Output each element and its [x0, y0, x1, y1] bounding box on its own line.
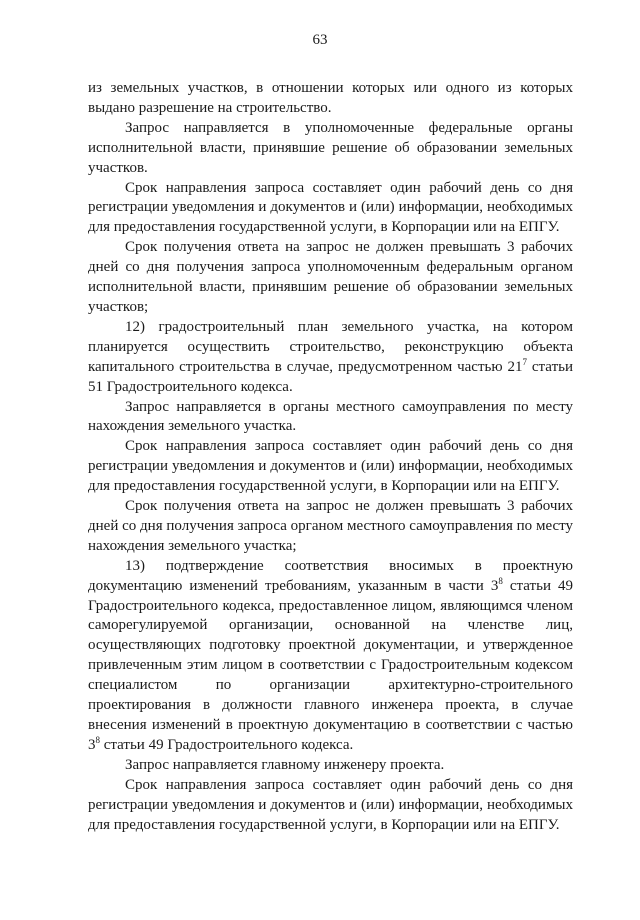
document-body [88, 79, 573, 835]
paragraph-item-12 [88, 318, 573, 398]
paragraph: Запрос направляется главному инженеру проекта. [125, 756, 445, 773]
paragraph-text: статьи 49 Градостроительного кодекса. [100, 736, 354, 753]
superscript: 7 [522, 356, 527, 367]
paragraph-text: статьи 51 Градостроительного кодекса. [88, 358, 573, 395]
paragraph: Срок получения ответа на запрос не должен превышать 3 рабочих дней со дня получения запроса органом местного самоуправления по месту нахождения земельного участка; [88, 498, 573, 554]
paragraph: Запрос направляется в уполномоченные федеральные органы исполнительной власти, принявшие решение об образовании земельных участков. [88, 119, 573, 176]
paragraph-text: 13) подтверждение соответствия вносимых в проектную документацию изменений требованиям, указанным в части 3 [88, 557, 573, 594]
paragraph: Срок получения ответа на запрос не должен превышать 3 рабочих дней со дня получения запроса уполномоченным федеральным органом исполнительной власти, принявшим решение об образовании земельных участков; [88, 239, 573, 315]
page-number: 63 [312, 32, 328, 48]
paragraph-text: статьи 49 Градостроительного кодекса, предоставленное лицом, являющимся членом саморегулируемой организации, основанной на членстве лиц, осуществляющих подготовку проектной документации, и утвержденное привлеченным этим лицом в соответствии с Градостроительным кодексом специалистом по организации архитектурно-строительного проектирования в должности главного инженера проекта, в случае внесения изменений в проектную документацию в соответствии с частью 3 [88, 577, 573, 753]
paragraph: из земельных участков, в отношении которых или одного из которых выдано разрешение на строительство. [88, 80, 573, 116]
paragraph: Запрос направляется в органы местного самоуправления по месту нахождения земельного участка. [88, 398, 573, 435]
superscript: 8 [498, 575, 503, 586]
paragraph: Срок направления запроса составляет один рабочий день со дня регистрации уведомления и документов и (или) информации, необходимых для предоставления государственной услуги, в Корпорации или на ЕПГУ. [88, 438, 573, 495]
paragraph-item-13 [88, 557, 573, 756]
paragraph: Срок направления запроса составляет один рабочий день со дня регистрации уведомления и документов и (или) информации, необходимых для предоставления государственной услуги, в Корпорации или на ЕПГУ. [88, 776, 573, 833]
paragraph-text: 12) градостроительный план земельного участка, на котором планируется осуществить строительство, реконструкцию объекта капитального строительства в случае, предусмотренном частью 21 [88, 318, 573, 375]
superscript: 8 [95, 734, 100, 745]
paragraph: Срок направления запроса составляет один рабочий день со дня регистрации уведомления и документов и (или) информации, необходимых для предоставления государственной услуги, в Корпорации или на ЕПГУ. [88, 179, 573, 236]
